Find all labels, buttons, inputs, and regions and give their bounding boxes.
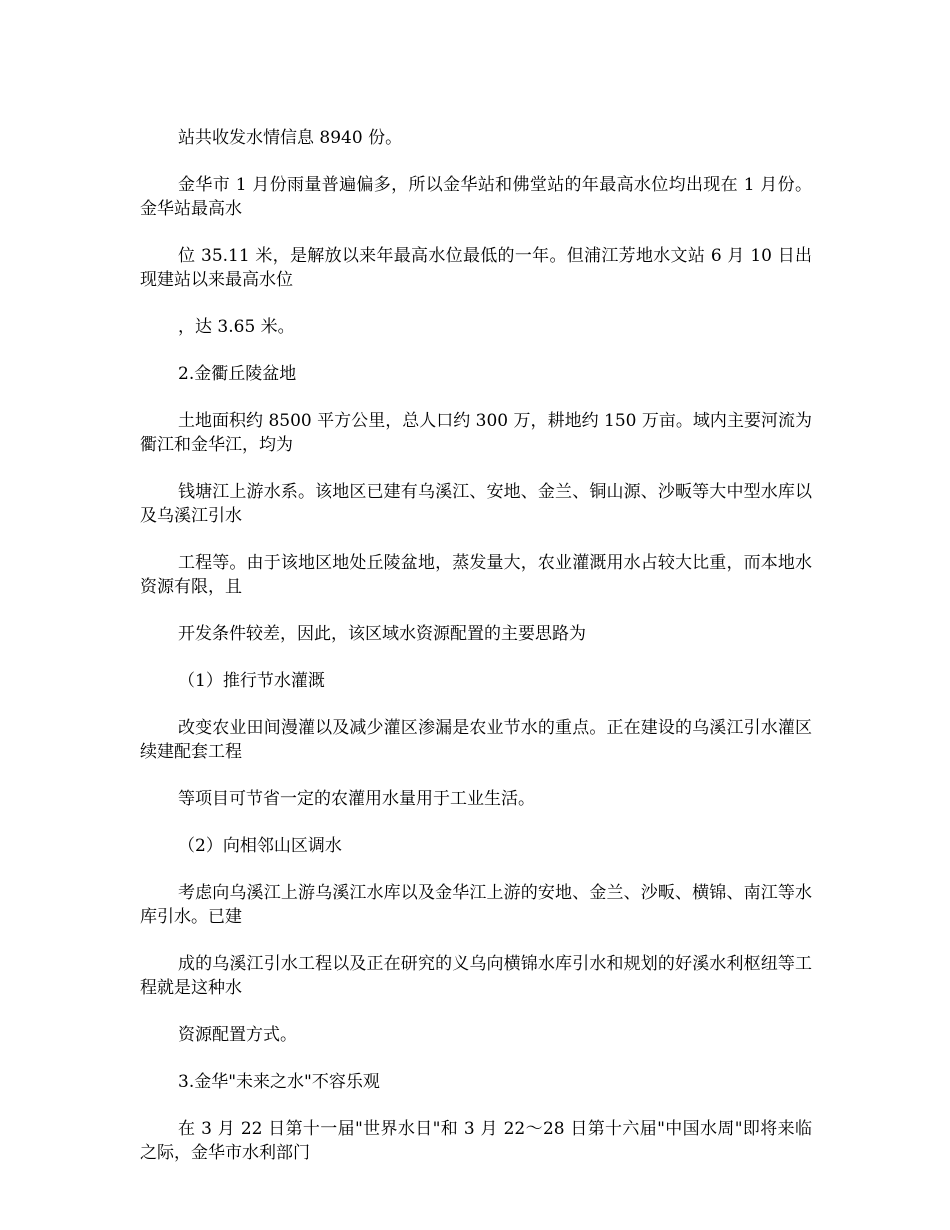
paragraph: 位 35.11 米，是解放以来年最高水位最低的一年。但浦江芳地水文站 6 月 10 日出现建站以来最高水位 <box>140 246 812 290</box>
paragraph: 钱塘江上游水系。该地区已建有乌溪江、安地、金兰、铜山源、沙畈等大中型水库以及乌溪江引水 <box>140 482 812 526</box>
document-page <box>140 126 812 1188</box>
paragraph: 工程等。由于该地区地处丘陵盆地，蒸发量大，农业灌溉用水占较大比重，而本地水资源有限，且 <box>140 553 812 597</box>
subsection-heading: （1）推行节水灌溉 <box>178 671 325 691</box>
paragraph: 等项目可节省一定的农灌用水量用于工业生活。 <box>178 789 535 809</box>
paragraph: 改变农业田间漫灌以及减少灌区渗漏是农业节水的重点。正在建设的乌溪江引水灌区续建配套工程 <box>140 718 812 762</box>
section-heading: 3.金华"未来之水"不容乐观 <box>178 1072 380 1092</box>
paragraph: 开发条件较差，因此，该区域水资源配置的主要思路为 <box>178 624 586 644</box>
section-heading: 2.金衢丘陵盆地 <box>178 364 297 384</box>
paragraph: 站共收发水情信息 8940 份。 <box>178 128 403 148</box>
paragraph: 土地面积约 8500 平方公里，总人口约 300 万，耕地约 150 万亩。域内主要河流为衢江和金华江，均为 <box>140 411 812 455</box>
paragraph: 资源配置方式。 <box>178 1025 297 1045</box>
paragraph: 考虑向乌溪江上游乌溪江水库以及金华江上游的安地、金兰、沙畈、横锦、南江等水库引水。已建 <box>140 883 812 927</box>
paragraph: 在 3 月 22 日第十一届"世界水日"和 3 月 22～28 日第十六届"中国水周"即将来临之际，金华市水利部门 <box>140 1119 812 1163</box>
paragraph: ，达 3.65 米。 <box>178 317 295 337</box>
paragraph: 金华市 1 月份雨量普遍偏多，所以金华站和佛堂站的年最高水位均出现在 1 月份。金华站最高水 <box>140 175 812 219</box>
paragraph: 成的乌溪江引水工程以及正在研究的义乌向横锦水库引水和规划的好溪水利枢纽等工程就是这种水 <box>140 954 812 998</box>
subsection-heading: （2）向相邻山区调水 <box>178 836 342 856</box>
